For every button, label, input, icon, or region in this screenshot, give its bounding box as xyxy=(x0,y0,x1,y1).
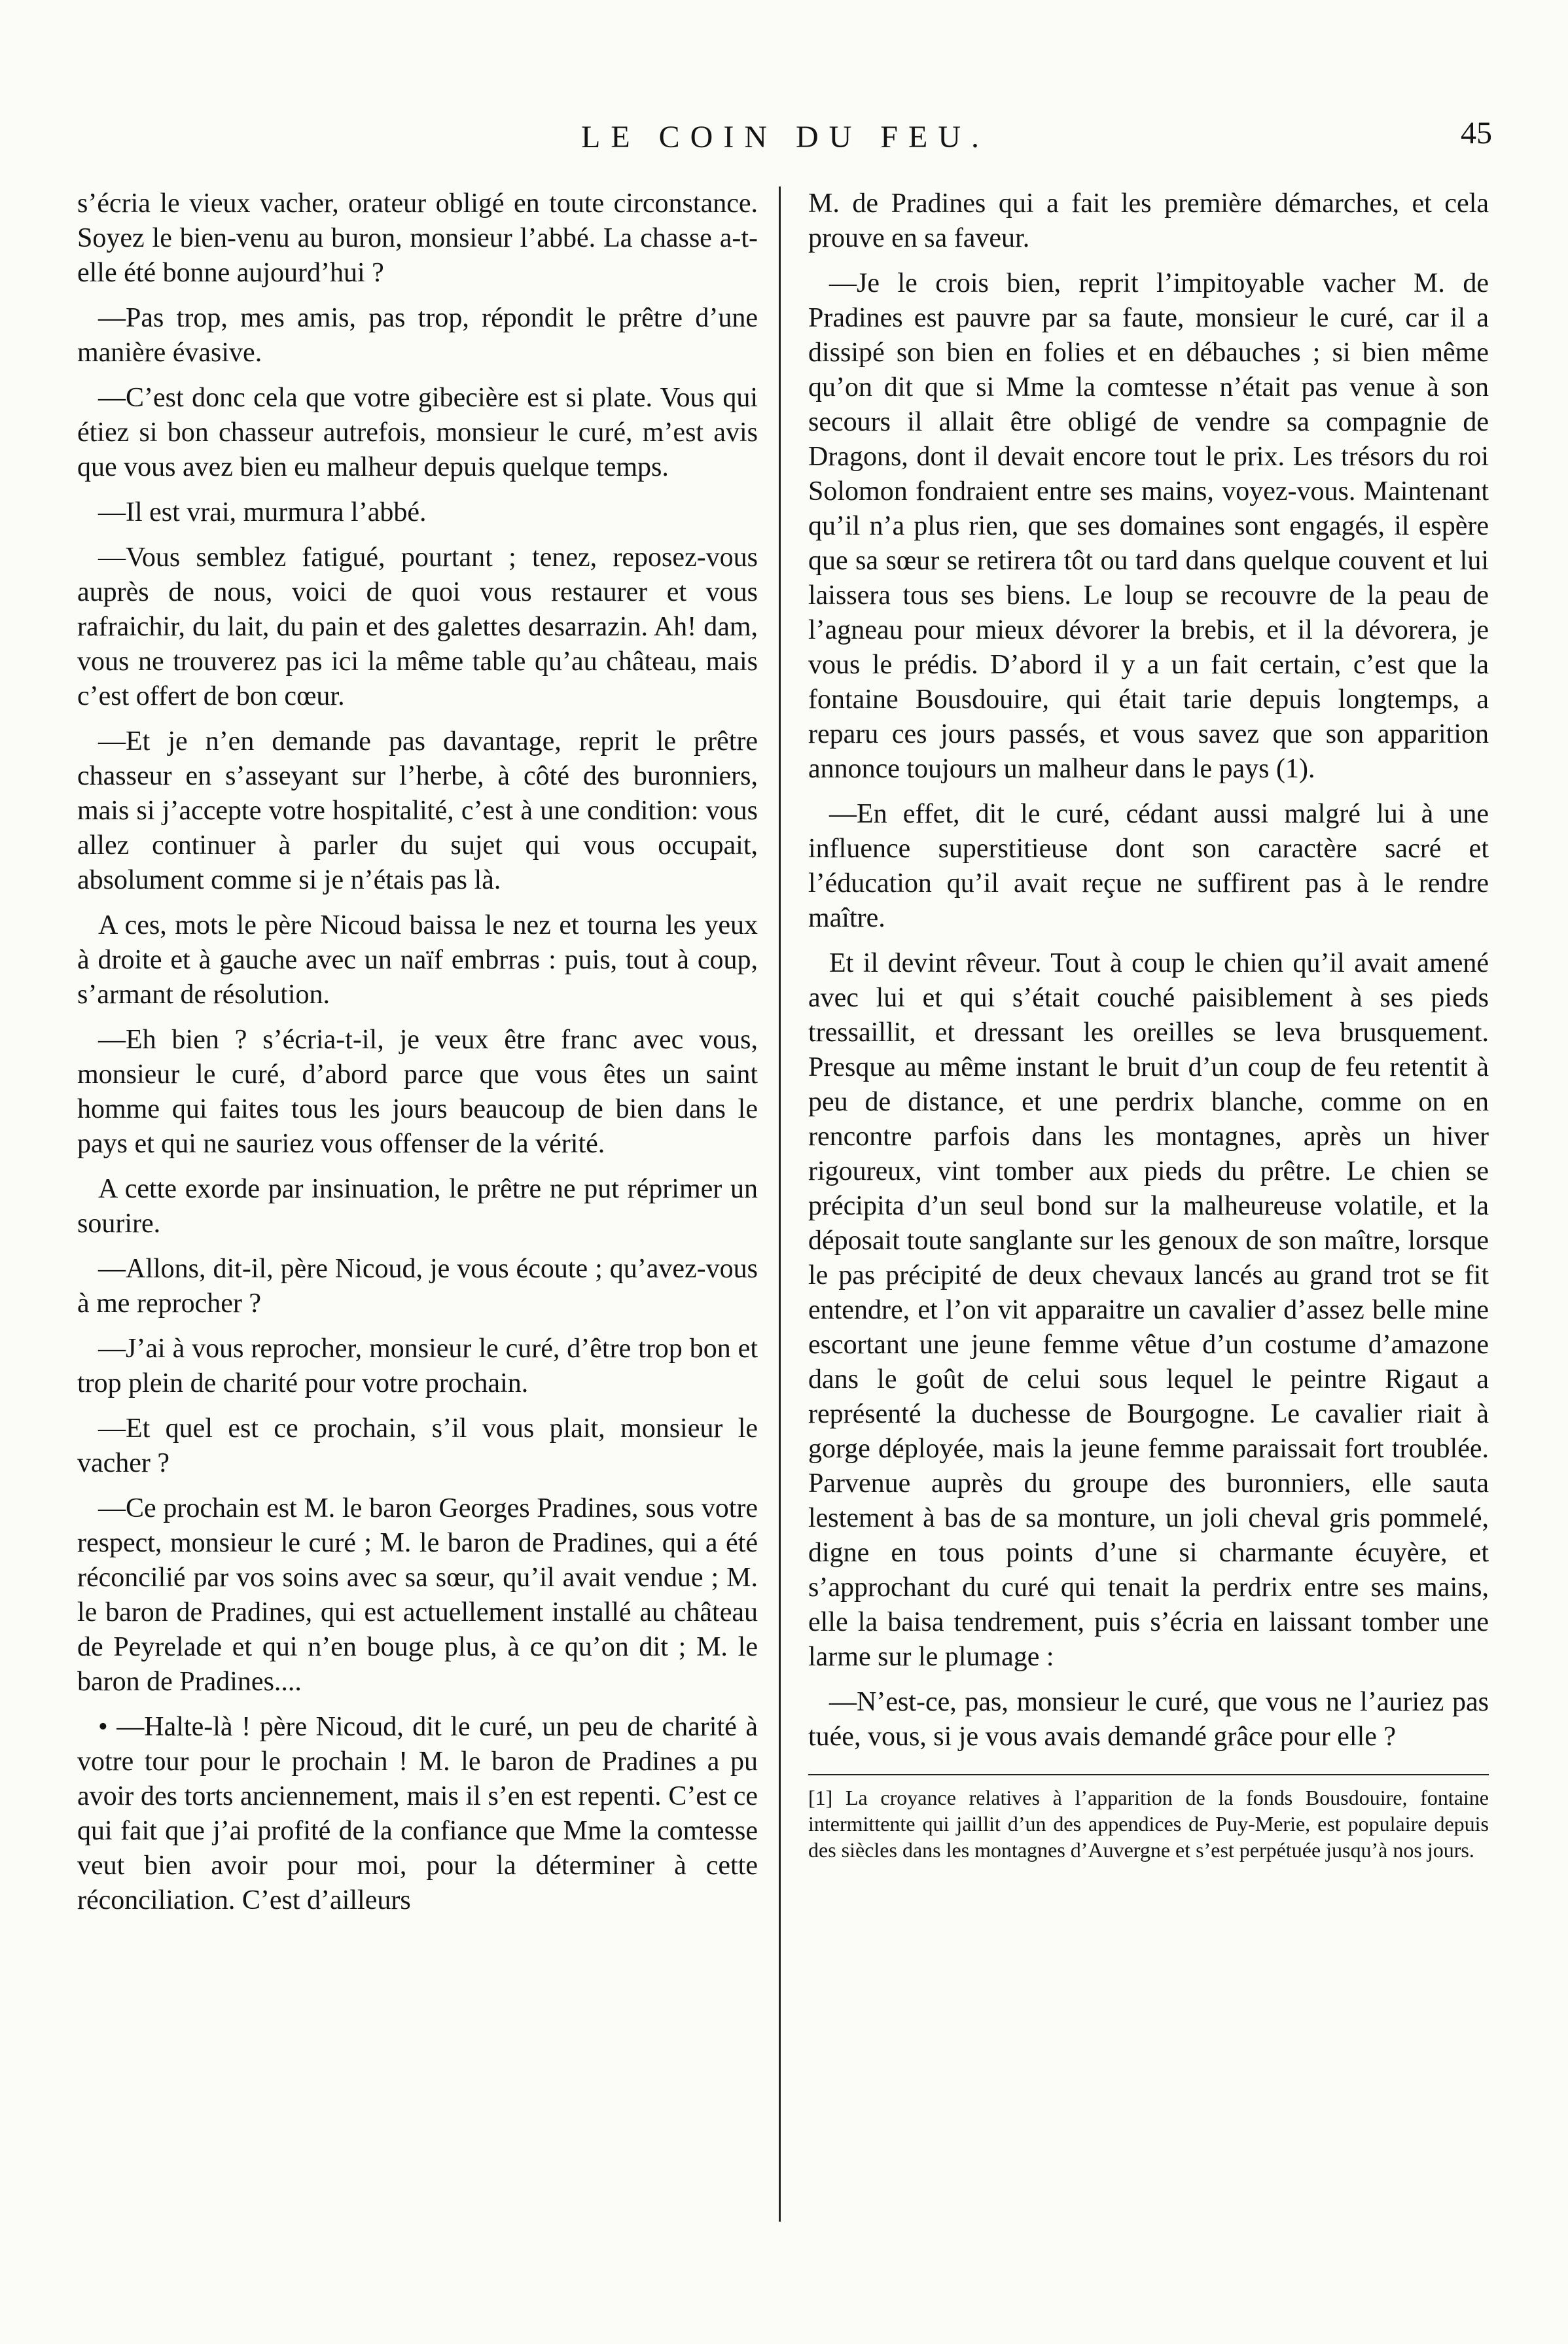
paragraph: —Pas trop, mes amis, pas trop, répondit le prêtre d’une manière évasive. xyxy=(77,303,758,368)
page-header xyxy=(79,111,1492,164)
right-column xyxy=(808,186,1489,1873)
paragraph: —Vous semblez fatigué, pourtant ; tenez, reposez-vous auprès de nous, voici de quoi vous restaurer et vous rafraichir, du lait, du pain et des galettes desarrazin. Ah! dam, vous ne trouverez pas ici la même table qu’au château, mais c’est offert de bon cœur. xyxy=(77,542,758,711)
paragraph: —C’est donc cela que votre gibecière est si plate. Vous qui étiez si bon chasseur autrefois, monsieur le curé, m’est avis que vous avez bien eu malheur depuis quelque temps. xyxy=(77,383,758,482)
paragraph: • —Halte-là ! père Nicoud, dit le curé, un peu de charité à votre tour pour le prochain ! M. le baron de Pradines a pu avoir des torts anciennement, mais il s’en est repenti. C’est ce qui fait que j’ai profité de la confiance que Mme la comtesse veut bien avoir pour moi, pour la déterminer à cette réconciliation. C’est d’ailleurs xyxy=(77,1712,758,1915)
paragraph: —Ce prochain est M. le baron Georges Pradines, sous votre respect, monsieur le curé ; M. le baron de Pradines, qui a été réconcilié par vos soins avec sa sœur, qu’il avait vendue ; M. le baron de Pradines, qui est actuellement installé au château de Peyrelade et qui n’en bouge plus, à ce qu’on dit ; M. le baron de Pradines.... xyxy=(77,1493,758,1697)
column-divider xyxy=(779,186,781,2222)
paragraph: A ces, mots le père Nicoud baissa le nez et tourna les yeux à droite et à gauche avec un naïf embrras : puis, tout à coup, s’armant de résolution. xyxy=(77,910,758,1010)
paragraph: —Eh bien ? s’écria-t-il, je veux être franc avec vous, monsieur le curé, d’abord parce que vous êtes un saint homme qui faites tous les jours beaucoup de bien dans le pays et qui ne sauriez vous offenser de la vérité. xyxy=(77,1025,758,1159)
left-column xyxy=(77,186,758,1928)
paragraph: —Il est vrai, murmura l’abbé. xyxy=(98,497,427,527)
paragraph: —Et je n’en demande pas davantage, reprit le prêtre chasseur en s’asseyant sur l’herbe, à côté des buronniers, mais si j’accepte votre hospitalité, c’est à une condition: vous allez continuer à parler du sujet qui vous occupait, absolument comme si je n’étais pas là. xyxy=(77,726,758,895)
footnote-rule xyxy=(808,1774,1489,1775)
paragraph: —Et quel est ce prochain, s’il vous plait, monsieur le vacher ? xyxy=(77,1413,758,1478)
paragraph: —En effet, dit le curé, cédant aussi malgré lui à une influence superstitieuse dont son caractère sacré et l’éducation qu’il avait reçue ne suffirent pas à le rendre maître. xyxy=(808,799,1489,933)
paragraph: M. de Pradines qui a fait les première démarches, et cela prouve en sa faveur. xyxy=(808,188,1489,253)
paragraph: A cette exorde par insinuation, le prêtre ne put réprimer un sourire. xyxy=(77,1174,758,1239)
paragraph: Et il devint rêveur. Tout à coup le chien qu’il avait amené avec lui et qui s’était couché paisiblement à ses pieds tressaillit, et dressant les oreilles se leva brusquement. Presque au même instant le bruit d’un coup de feu retentit à peu de distance, et une perdrix blanche, comme on en rencontre parfois dans les montagnes, après un hiver rigoureux, vint tomber aux pieds du prêtre. Le chien se précipita d’un seul bond sur la malheureuse volatile, et la déposait toute sanglante sur les genoux de son maître, lorsque le pas précipité de deux chevaux lancés au grand trot se fit entendre, et l’on vit apparaitre un cavalier d’assez belle mine escortant une jeune femme vêtue d’un costume d’amazone dans le goût de celui sous lequel le peintre Rigaut a représenté la duchesse de Bourgogne. Le cavalier riait à gorge déployée, mais la jeune femme paraissait fort troublée. Parvenue auprès du groupe des buronniers, elle sauta lestement à bas de sa monture, un joli cheval gris pommelé, digne en tous points d’une si charmante écuyère, et s’approchant du curé qui tenait la perdrix entre ses mains, elle la baisa tendrement, puis s’écria en laissant tomber une larme sur le plumage : xyxy=(808,948,1489,1672)
paragraph: s’écria le vieux vacher, orateur obligé en toute circonstance. Soyez le bien-venu au buron, monsieur l’abbé. La chasse a-t-elle été bonne aujourd’hui ? xyxy=(77,188,758,288)
paragraph: —J’ai à vous reprocher, monsieur le curé, d’être trop bon et trop plein de charité pour votre prochain. xyxy=(77,1334,758,1398)
running-title: LE COIN DU FEU. xyxy=(581,120,989,154)
page-number: 45 xyxy=(1461,116,1492,151)
paragraph: —Allons, dit-il, père Nicoud, je vous écoute ; qu’avez-vous à me reprocher ? xyxy=(77,1254,758,1319)
footnote: [1] La croyance relatives à l’apparition de la fonds Bousdouire, fontaine intermittente qui jaillit d’un des appendices de Puy-Merie, est populaire depuis des siècles dans les montagnes d’Auvergne et s’est perpétuée jusqu’à nos jours. xyxy=(808,1786,1489,1862)
paragraph: —Je le crois bien, reprit l’impitoyable vacher M. de Pradines est pauvre par sa faute, monsieur le curé, car il a dissipé son bien en folies et en débauches ; si bien même qu’on dit que si Mme la comtesse n’était pas venue à son secours il allait être obligé de vendre sa compagnie de Dragons, dont il devait encore tout le prix. Les trésors du roi Solomon fondraient entre ses mains, voyez-vous. Maintenant qu’il n’a plus rien, que ses domaines sont engagés, il espère que sa sœur se retirera tôt ou tard dans quelque couvent et lui laissera tous ses biens. Le loup se recouvre de la peau de l’agneau pour mieux dévorer la brebis, et il la dévorera, je vous le prédis. D’abord il y a un fait certain, c’est que la fontaine Bousdouire, qui était tarie depuis longtemps, a reparu ces jours passés, et vous savez que son apparition annonce toujours un malheur dans le pays (1). xyxy=(808,268,1489,784)
paragraph: —N’est-ce, pas, monsieur le curé, que vous ne l’auriez pas tuée, vous, si je vous avais demandé grâce pour elle ? xyxy=(808,1687,1489,1752)
